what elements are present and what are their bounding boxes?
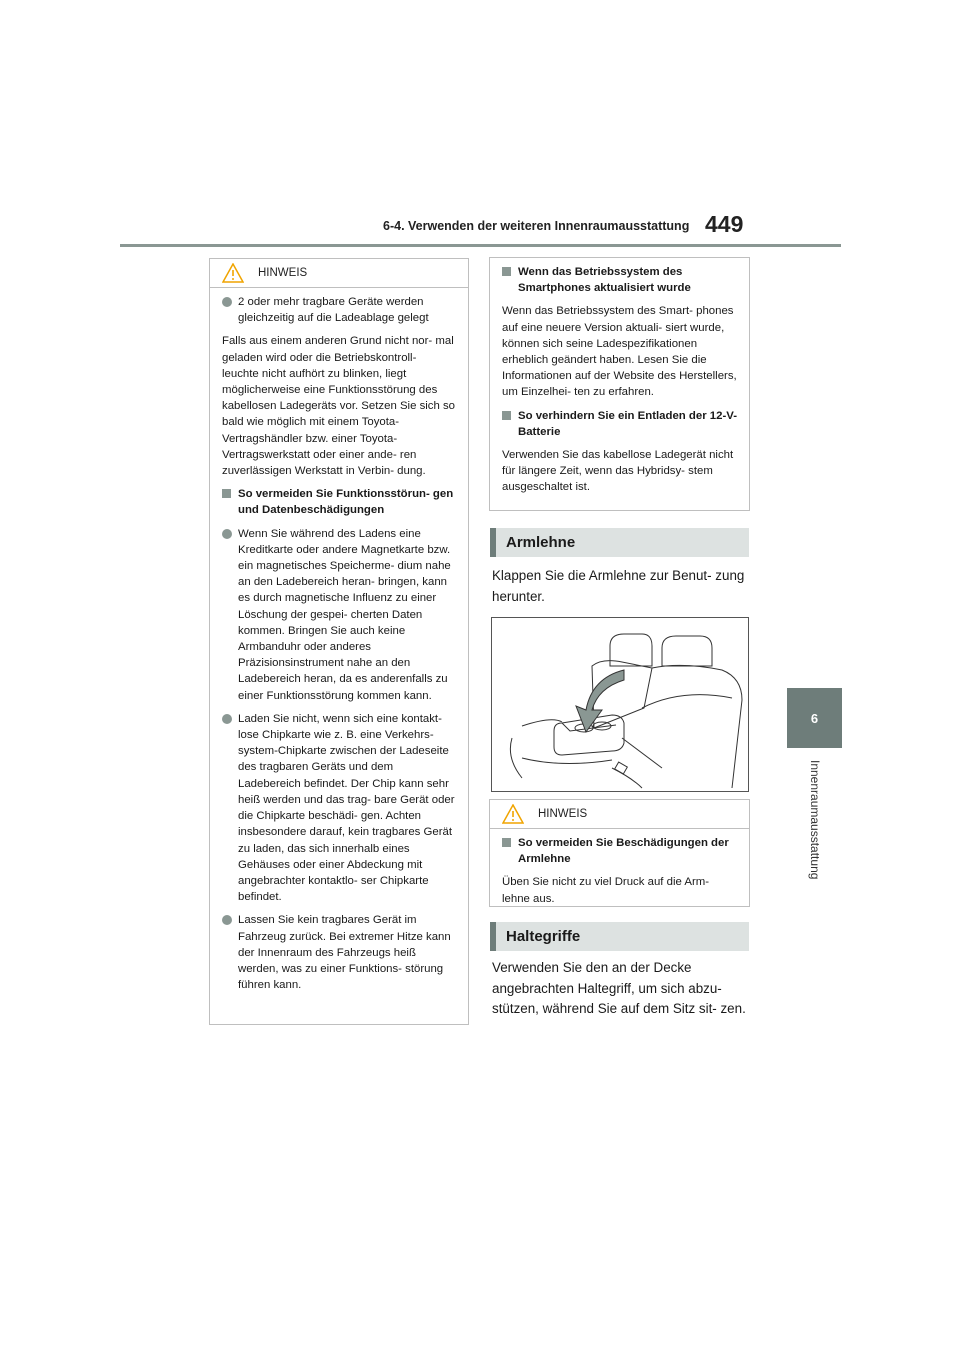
header-divider [120,244,841,247]
chapter-number: 6 [810,710,819,726]
section-heading-haltegriffe: Haltegriffe [490,922,749,951]
notice-item: Laden Sie nicht, wenn sich eine kontakt- lose Chipkarte wie z. B. eine Verkehrs- system-Chipkarte zwischen der Ladeseite des tragbaren Geräts und dem Ladebereich befindet. Der Chip kann sehr heiß werden und das trag- bare Gerät oder die Chipkarte beschädi- gen. Achten insbesondere darauf, kein tragbares Gerät zu laden, das sich innerhalb eines Gehäuses oder einer Abdeckung mit angebrachter kontaktlo- ser Chipkarte befindet. [222,711,456,905]
rear-seat-armrest-illustration [492,618,748,791]
notice-item: Lassen Sie kein tragbares Gerät im Fahrzeug zurück. Bei extremer Hitze kann der Innenraum des Fahrzeugs heiß werden, was zu einer Funktions- störung führen kann. [222,912,456,993]
info-subheading: So verhindern Sie ein Entladen der 12-V-Batterie [502,408,737,440]
left-notice-box [209,258,469,1025]
notice-subheading: So vermeiden Sie Beschädigungen der Armlehne [502,835,737,867]
info-paragraph: Verwenden Sie das kabellose Ladegerät nicht für längere Zeit, wenn das Hybridsy- stem ausgeschaltet ist. [502,449,734,494]
chapter-label: Innenraumausstattung [808,760,822,880]
page-number: 449 [705,211,744,237]
info-paragraph: Wenn das Betriebssystem des Smart- phones auf eine neuere Version aktuali- siert wurde, können sich seine Ladespezifikationen erheblich geändert haben. Lesen Sie die Informationen auf der Website des Herstellers, um Einzelhei- ten zu erfahren. [502,305,737,399]
info-subheading: Wenn das Betriebssystem des Smartphones aktualisiert wurde [502,264,737,296]
armrest-notice-box [489,799,750,907]
notice-item: Wenn Sie während des Ladens eine Kreditkarte oder andere Magnetkarte bzw. ein magnetisches Speicherme- dium nahe an den Ladebereich heran- bringen, kann es durch magnetische Influenz zu einer Löschung der gespei- cherten Daten kommen. Bringen Sie auch keine Armbanduhr oder anderes Präzisionsinstrument nahe an den Ladebereich heran, da es anderenfalls zu einer Funktionsstörung kommen kann. [222,526,456,704]
section-header-title: 6-4. Verwenden der weiteren Innenraumausstattung [383,219,690,233]
notice-item: 2 oder mehr tragbare Geräte werden gleichzeitig auf die Ladeablage gelegt [222,294,456,326]
notice-paragraph: Üben Sie nicht zu viel Druck auf die Arm- lehne aus. [502,876,710,905]
section-heading-armlehne: Armlehne [490,528,749,557]
notice-heading: HINWEIS [258,267,308,279]
haltegriffe-text: Verwenden Sie den an der Decke angebrachten Haltegriff, um sich abzu- stützen, während Sie auf dem Sitz sit- zen. [492,960,746,1016]
warning-triangle-icon [502,804,524,824]
armrest-figure [491,617,749,792]
notice-subheading: So vermeiden Sie Funktionsstörun- gen und Datenbeschädigungen [222,486,456,518]
notice-header [490,800,749,829]
notice-heading: HINWEIS [538,808,588,820]
chapter-tab [787,688,842,748]
right-info-box [489,257,750,511]
notice-paragraph: Falls aus einem anderen Grund nicht nor- mal geladen wird oder die Betriebskontroll- leuchte nicht aufhört zu blinken, liegt möglicherweise eine Funktionsstörung des kabellosen Ladegeräts vor. Setzen Sie sich so bald wie möglich mit einem Toyota-Vertragshändler bzw. einer Toyota-Vertragswerkstatt oder einer ande- ren zuverlässigen Werkstatt in Verbin- dung. [222,335,456,478]
armlehne-text: Klappen Sie die Armlehne zur Benut- zung herunter. [492,568,745,604]
warning-triangle-icon [222,263,244,283]
notice-header [210,259,468,288]
